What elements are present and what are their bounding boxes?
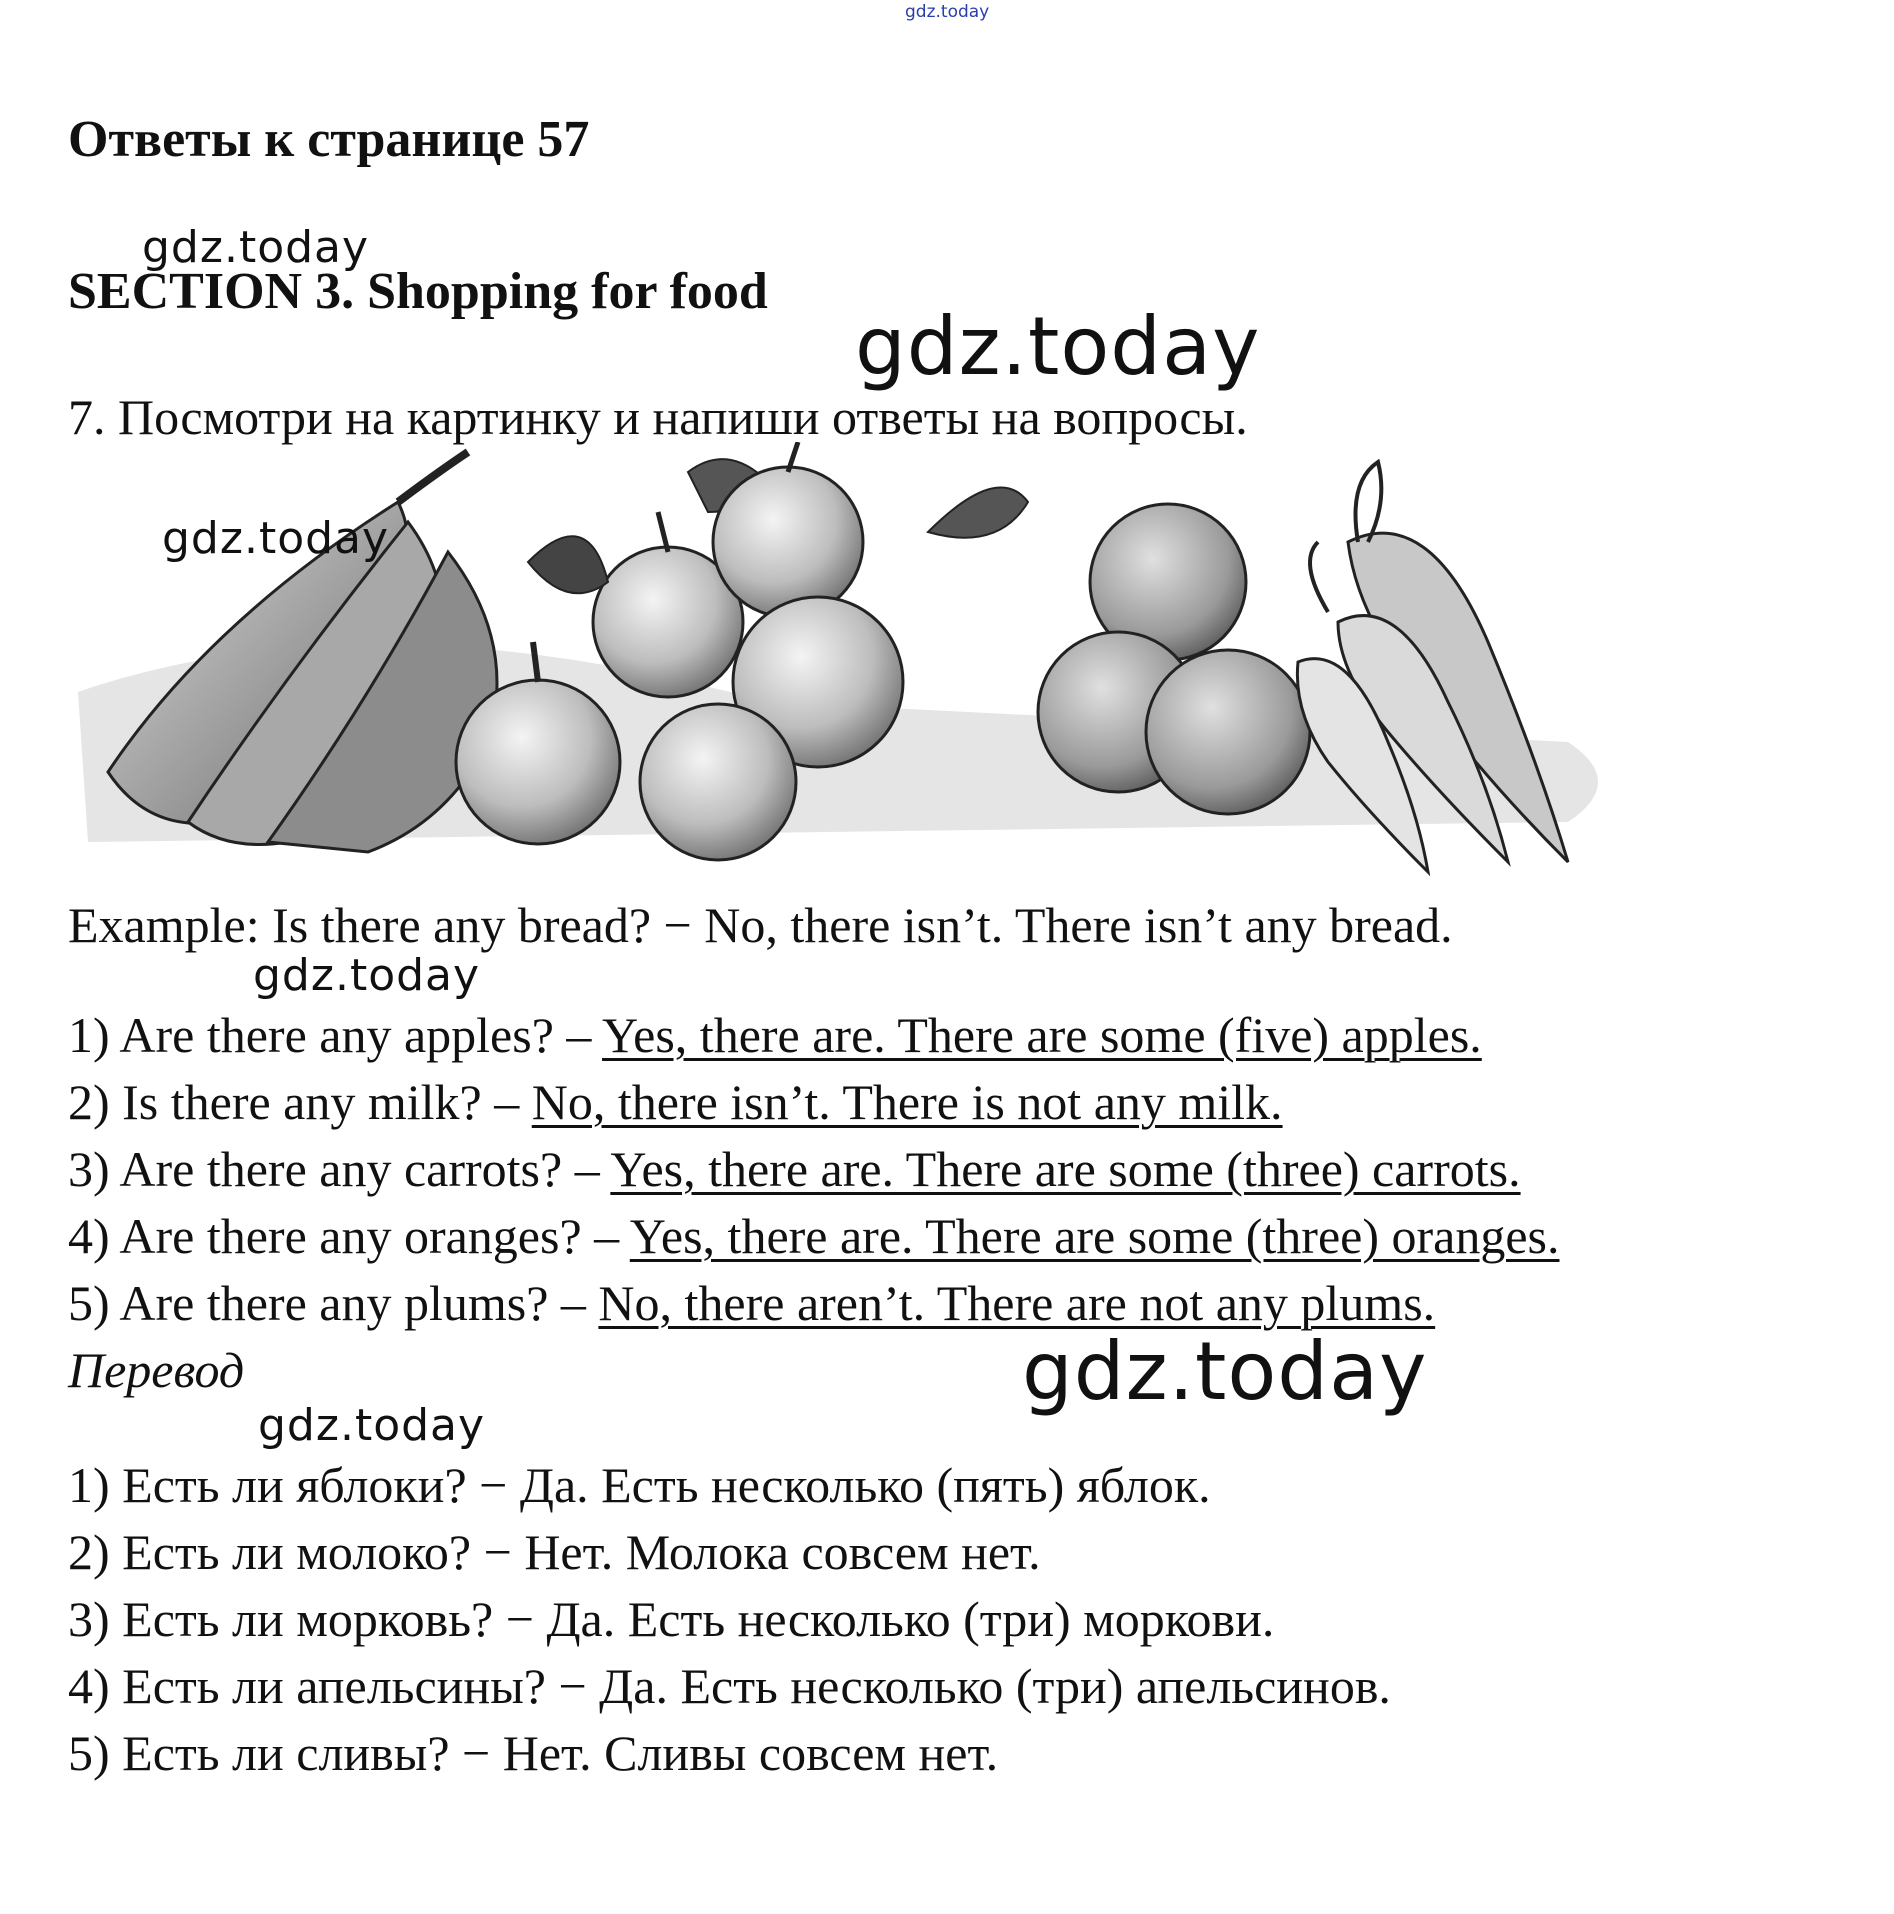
question-text: 2) Is there any milk? – — [68, 1074, 532, 1130]
banana-icon — [108, 452, 497, 852]
translation-line-1: 1) Есть ли яблоки? − Да. Есть несколько (пять) яблок. — [68, 1457, 1211, 1513]
answer-text: Yes, there are. There are some (five) apples. — [602, 1007, 1482, 1063]
answer-line-5 — [68, 1275, 1436, 1331]
answer-text: No, there aren’t. There are not any plums. — [598, 1275, 1436, 1331]
question-text: 4) Are there any oranges? – — [68, 1208, 630, 1264]
question-text: 5) Are there any plums? – — [68, 1275, 599, 1331]
oranges-icon — [1038, 504, 1310, 814]
watermark-large-upper: gdz.today — [855, 300, 1261, 393]
answer-line-1 — [68, 1007, 1482, 1063]
answer-line-3 — [68, 1141, 1521, 1197]
task-instruction: 7. Посмотри на картинку и напиши ответы на вопросы. — [68, 389, 1248, 445]
fruit-vegetables-picture — [68, 442, 1628, 882]
translation-line-5: 5) Есть ли сливы? − Нет. Сливы совсем нет. — [68, 1725, 999, 1781]
example-sentence: Example: Is there any bread? − No, there isn’t. There isn’t any bread. — [68, 897, 1453, 953]
translation-line-2: 2) Есть ли молоко? − Нет. Молока совсем нет. — [68, 1524, 1041, 1580]
answer-line-4 — [68, 1208, 1560, 1264]
answer-text: Yes, there are. There are some (three) oranges. — [629, 1208, 1560, 1264]
translation-heading: Перевод — [68, 1342, 245, 1398]
watermark-large-lower: gdz.today — [1022, 1325, 1428, 1418]
watermark-section: gdz.today — [142, 222, 370, 273]
page-title: Ответы к странице 57 — [68, 111, 590, 168]
translation-line-4: 4) Есть ли апельсины? − Да. Есть несколько (три) апельсинов. — [68, 1658, 1391, 1714]
answer-line-2 — [68, 1074, 1283, 1130]
translation-line-3: 3) Есть ли морковь? − Да. Есть несколько (три) моркови. — [68, 1591, 1275, 1647]
answer-text: Yes, there are. There are some (three) carrots. — [610, 1141, 1521, 1197]
watermark-example: gdz.today — [253, 950, 481, 1001]
watermark-top: gdz.today — [905, 2, 990, 22]
answer-text: No, there isn’t. There is not any milk. — [531, 1074, 1283, 1130]
watermark-translation: gdz.today — [258, 1400, 486, 1451]
question-text: 1) Are there any apples? – — [68, 1007, 603, 1063]
watermark-picture: gdz.today — [162, 513, 390, 564]
question-text: 3) Are there any carrots? – — [68, 1141, 611, 1197]
section-title: SECTION 3. Shopping for food — [68, 263, 768, 320]
